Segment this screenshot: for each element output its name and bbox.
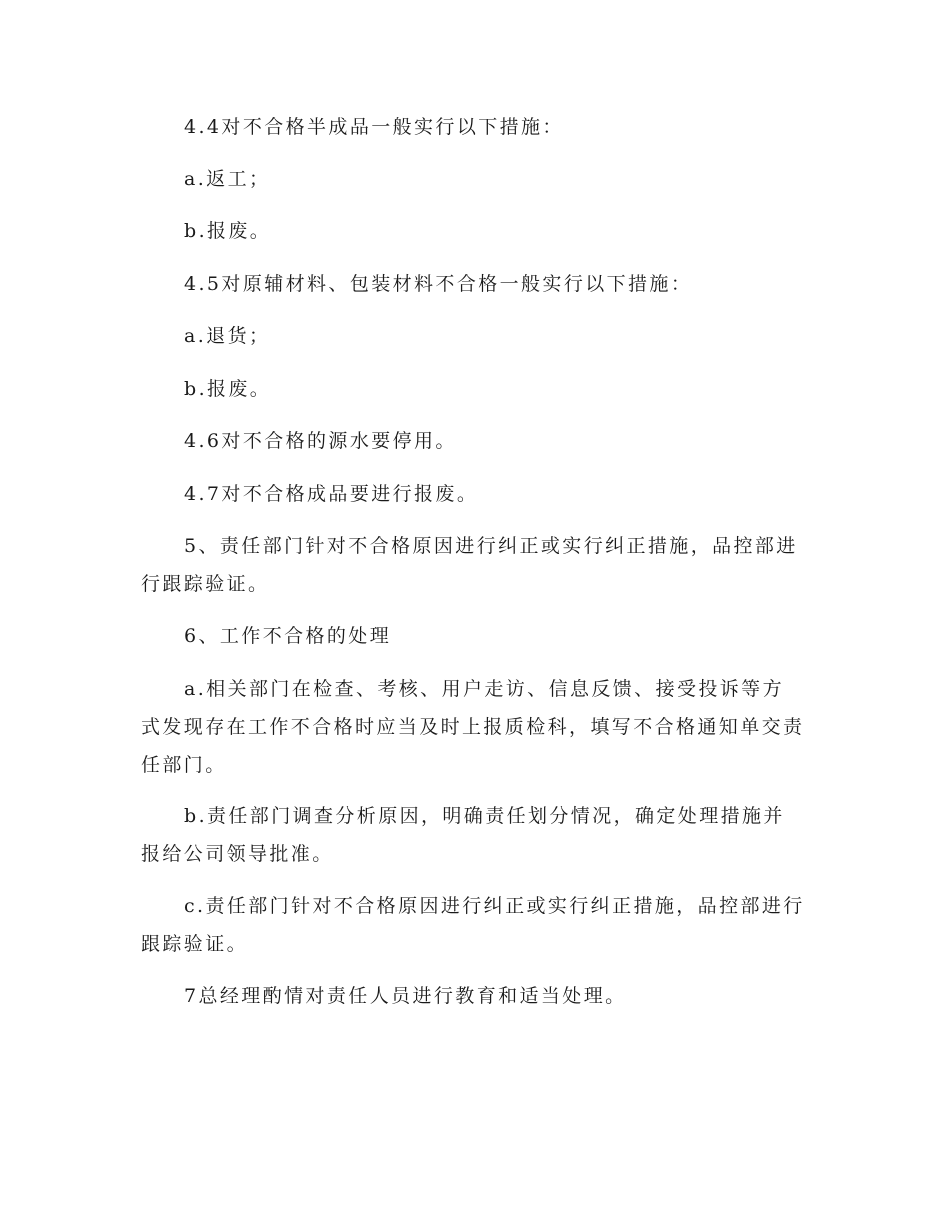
paragraph-4-5-a: a.退货； bbox=[184, 325, 271, 347]
paragraph-4-4-b: b.报废。 bbox=[184, 220, 272, 242]
paragraph-6-c: c.责任部门针对不合格原因进行纠正或实行纠正措施，品控部进行跟踪验证。 bbox=[141, 895, 805, 955]
paragraph-5: 5、责任部门针对不合格原因进行纠正或实行纠正措施，品控部进行跟踪验证。 bbox=[141, 535, 798, 595]
paragraph-4-7: 4.7对不合格成品要进行报废。 bbox=[184, 483, 479, 505]
paragraph-6-b: b.责任部门调查分析原因，明确责任划分情况，确定处理措施并报给公司领导批准。 bbox=[141, 805, 785, 865]
paragraph-4-4: 4.4对不合格半成品一般实行以下措施： bbox=[184, 116, 564, 138]
paragraph-4-6: 4.6对不合格的源水要停用。 bbox=[184, 430, 457, 452]
paragraph-7: 7总经理酌情对责任人员进行教育和适当处理。 bbox=[184, 985, 627, 1007]
paragraph-6: 6、工作不合格的处理 bbox=[184, 625, 392, 647]
paragraph-4-5: 4.5对原辅材料、包装材料不合格一般实行以下措施： bbox=[184, 273, 693, 295]
paragraph-4-4-a: a.返工； bbox=[184, 168, 271, 190]
paragraph-4-5-b: b.报废。 bbox=[184, 378, 272, 400]
paragraph-6-a: a.相关部门在检查、考核、用户走访、信息反馈、接受投诉等方式发现存在工作不合格时应当及时上报质检科，填写不合格通知单交责任部门。 bbox=[141, 678, 805, 776]
